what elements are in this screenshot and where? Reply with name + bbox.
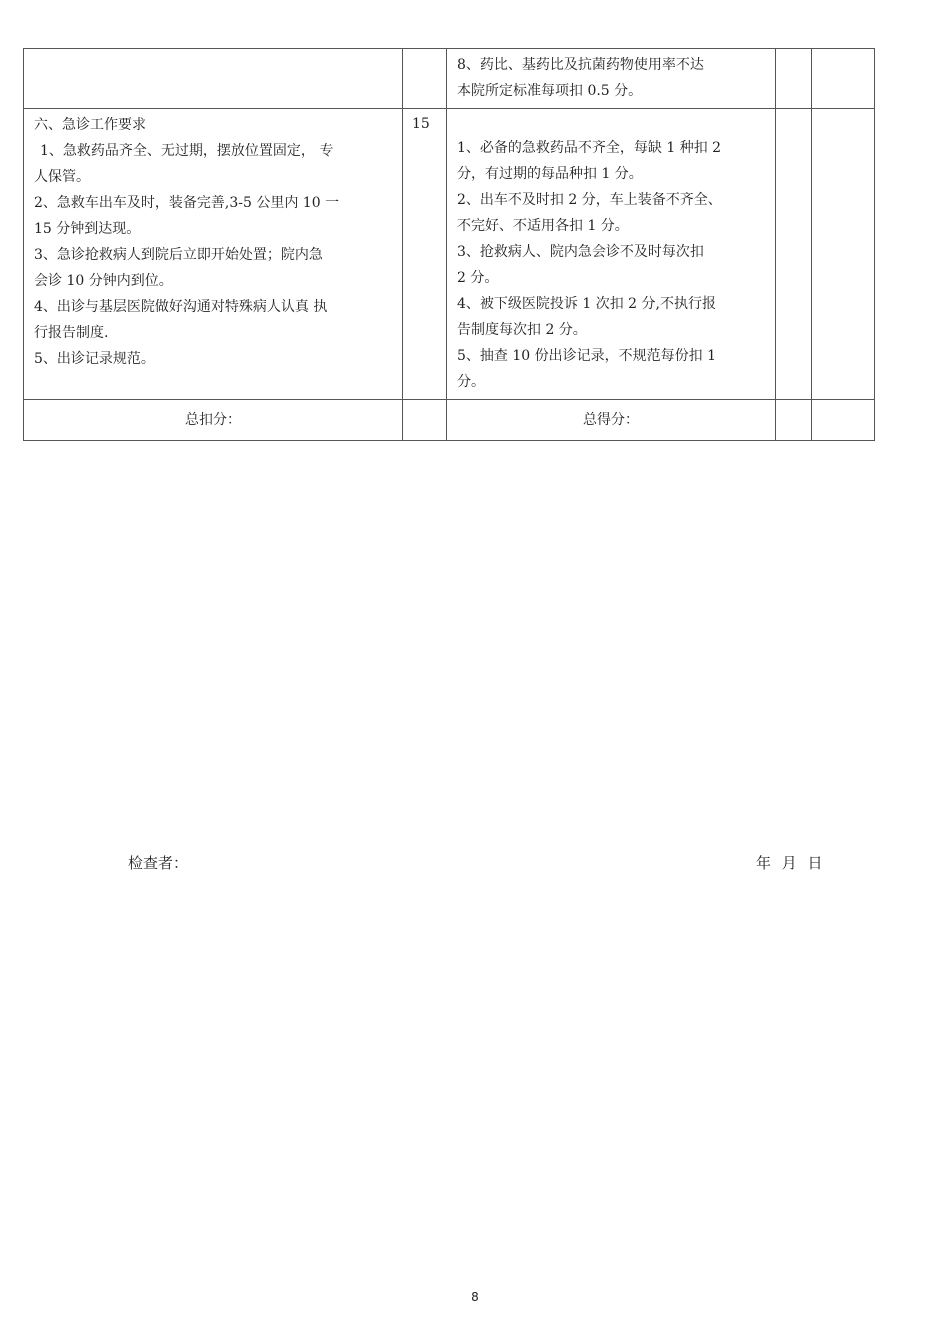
scoring-table: [23, 48, 875, 441]
score-cell: [403, 109, 447, 400]
standard-line: 5、出诊记录规范。: [34, 351, 155, 367]
standard-cell: [24, 49, 403, 109]
blank-cell: [812, 400, 875, 441]
total-deduction-value: [403, 400, 447, 441]
deduction-line: 5、抽查 10 份出诊记录，不规范每份扣 1: [457, 348, 716, 364]
standard-line: 1、急救药品齐全、无过期，摆放位置固定， 专: [40, 143, 334, 159]
blank-cell: [776, 49, 812, 109]
standard-line: 4、出诊与基层医院做好沟通对特殊病人认真 执: [34, 299, 328, 315]
standard-line: 会诊 10 分钟内到位。: [34, 273, 173, 289]
standard-cell: [24, 109, 403, 400]
deduction-line: 分。: [457, 374, 485, 390]
standard-line: 3、急诊抢救病人到院后立即开始处置；院内急: [34, 247, 323, 263]
deduction-line: 2、出车不及时扣 2 分，车上装备不齐全、: [457, 192, 722, 208]
inspector-label: 检查者：: [128, 854, 189, 872]
deduction-cell: [447, 49, 776, 109]
deduction-cell: [447, 109, 776, 400]
table-row: [24, 109, 875, 400]
date-label: 年 月 日: [756, 854, 823, 872]
total-score-label: 总得分：: [447, 400, 776, 441]
section-heading: 六、急诊工作要求: [34, 117, 146, 133]
page-number: 8: [471, 1290, 479, 1304]
table-row: [24, 49, 875, 109]
totals-row: [24, 400, 875, 441]
standard-line: 2、急救车出车及时，装备完善,3-5 公里内 10 一: [34, 195, 340, 211]
deduction-line: 3、抢救病人、院内急会诊不及时每次扣: [457, 244, 704, 260]
blank-cell: [776, 400, 812, 441]
standard-line: 行报告制度.: [34, 325, 109, 341]
score-cell: [403, 49, 447, 109]
deduction-line: 本院所定标准每项扣 0.5 分。: [457, 83, 643, 99]
deduction-line: 告制度每次扣 2 分。: [457, 322, 587, 338]
deduction-line: 8、药比、基药比及抗菌药物使用率不达: [457, 57, 704, 73]
deduction-line: 分，有过期的每品种扣 1 分。: [457, 166, 643, 182]
deduction-line: 4、被下级医院投诉 1 次扣 2 分,不执行报: [457, 296, 716, 312]
blank-cell: [776, 109, 812, 400]
standard-line: 人保管。: [34, 169, 90, 185]
deduction-line: 1、必备的急救药品不齐全，每缺 1 种扣 2: [457, 140, 722, 156]
deduction-line: 不完好、不适用各扣 1 分。: [457, 218, 629, 234]
total-deduction-label: 总扣分：: [24, 400, 403, 441]
score-value: 15: [412, 116, 430, 132]
blank-cell: [812, 49, 875, 109]
deduction-line: 2 分。: [457, 270, 499, 286]
standard-line: 15 分钟到达现。: [34, 221, 141, 237]
blank-cell: [812, 109, 875, 400]
